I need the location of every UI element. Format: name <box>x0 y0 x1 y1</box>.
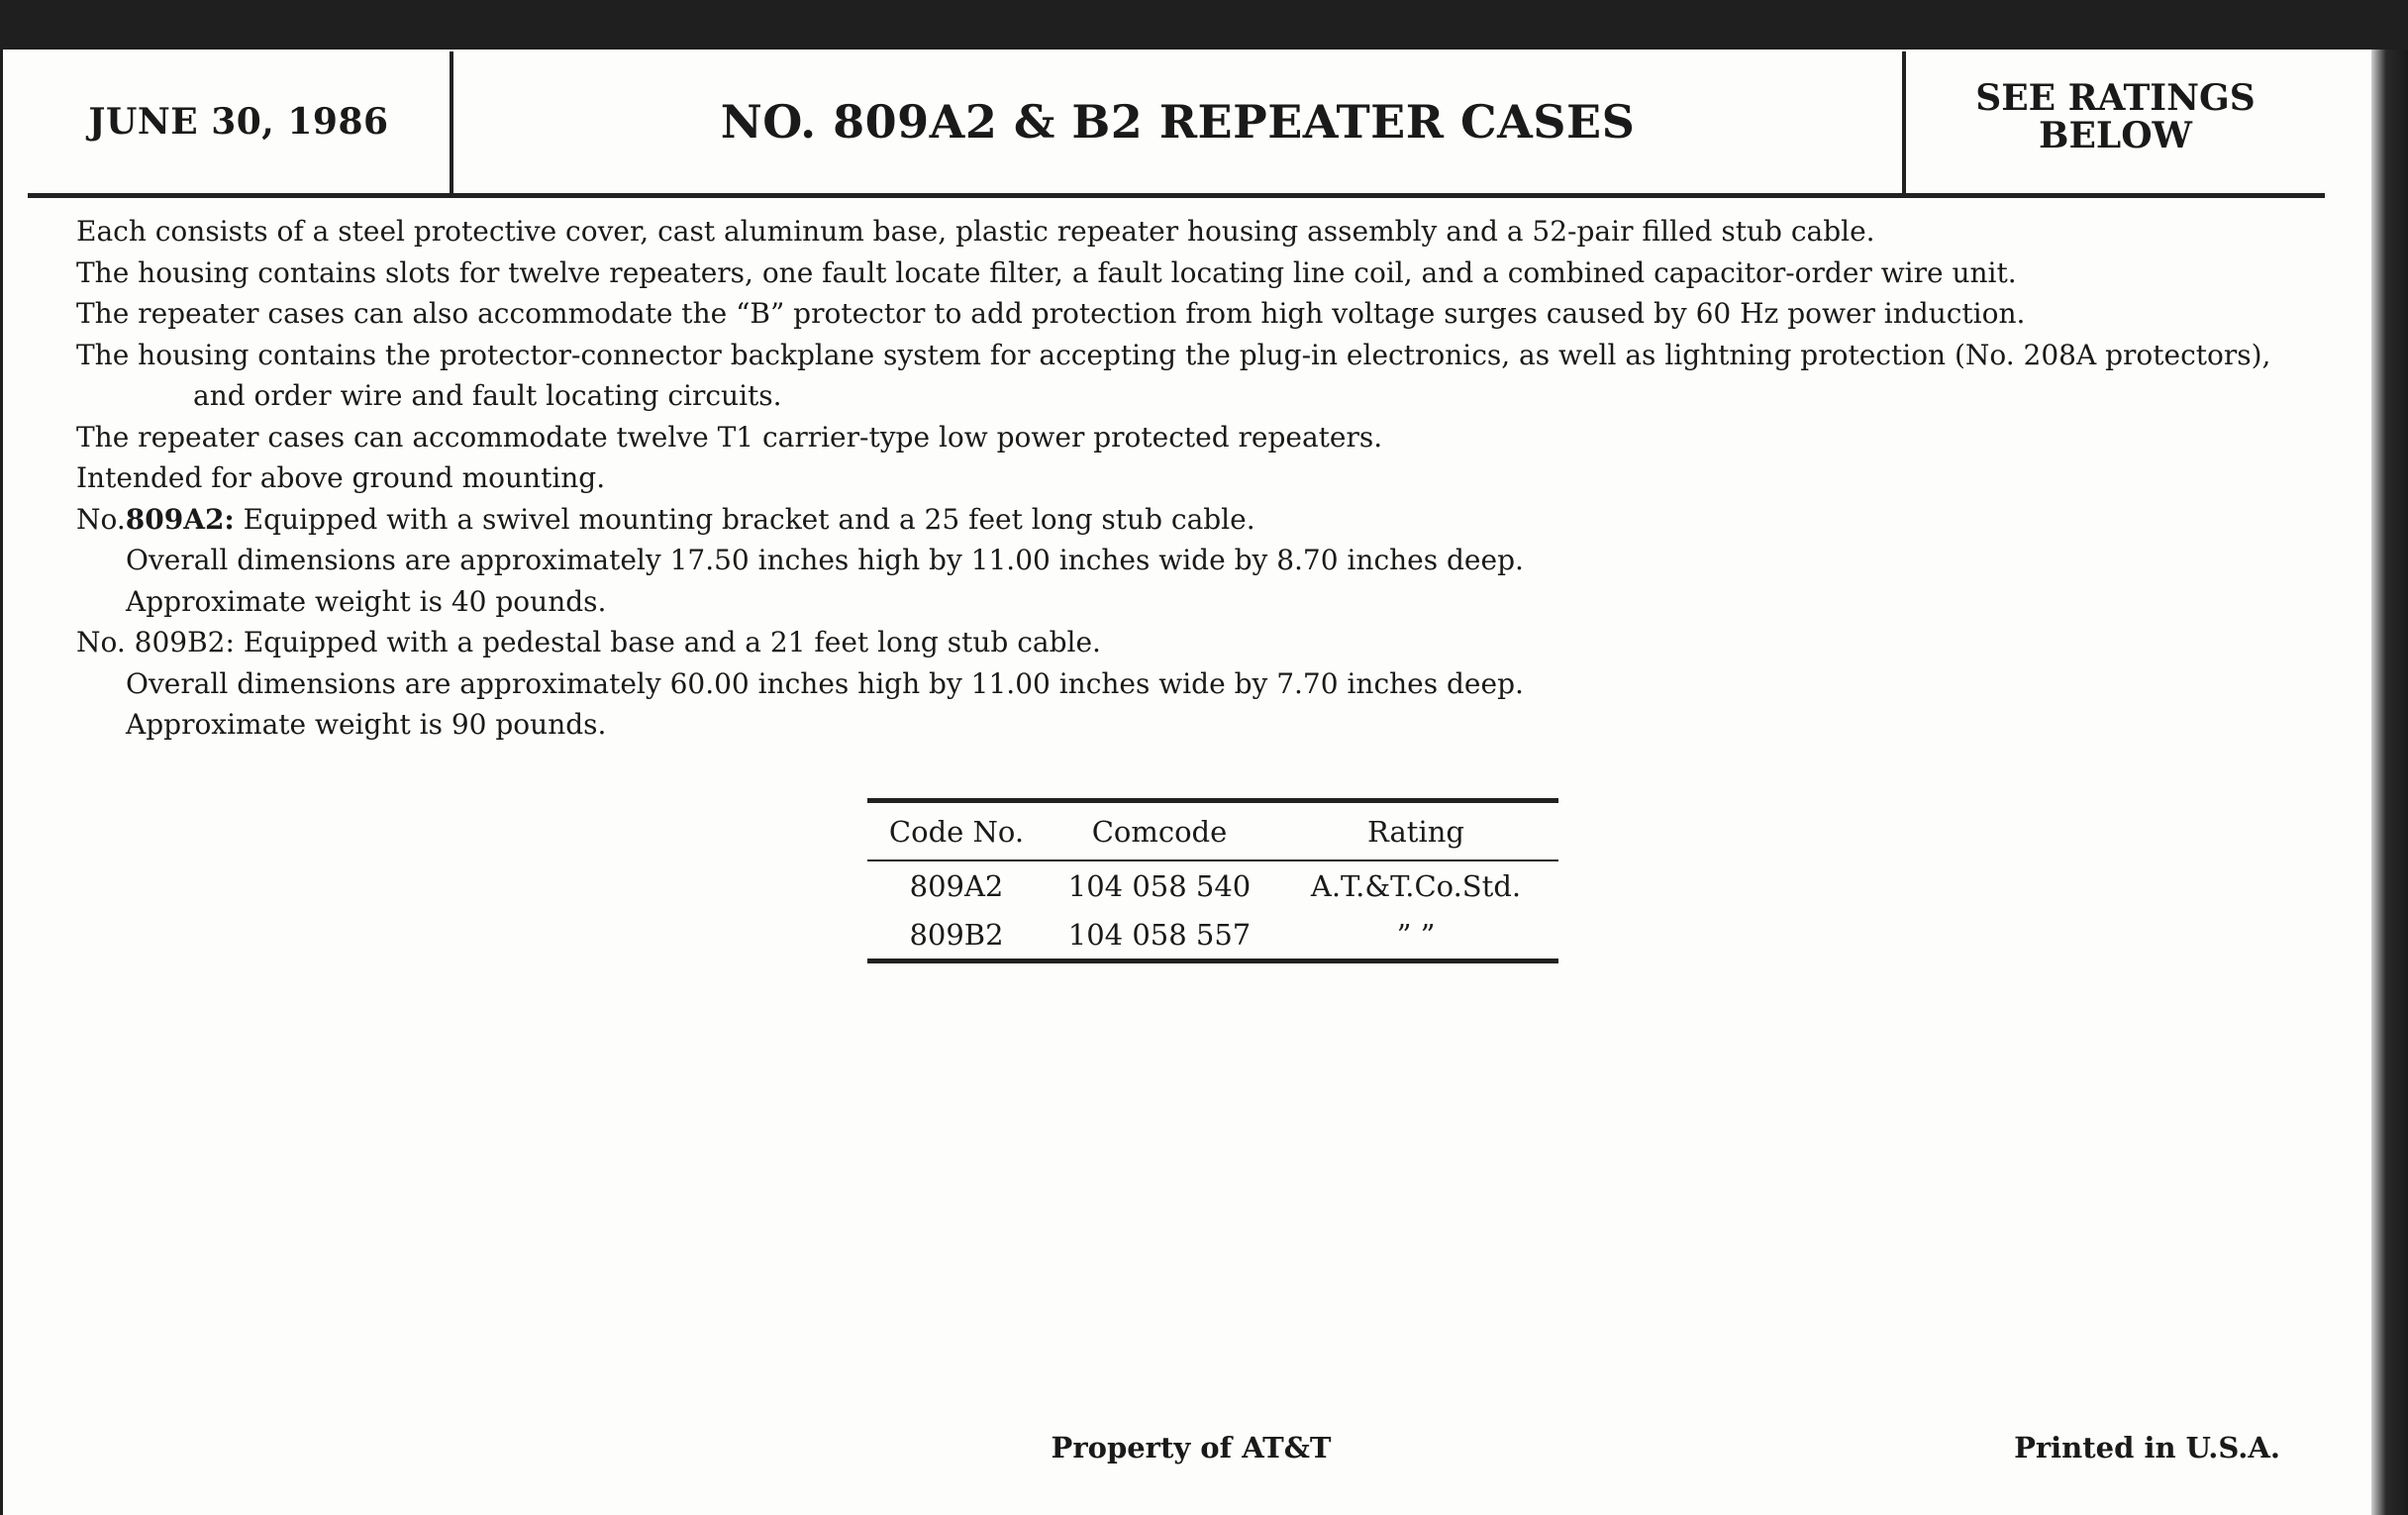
paragraph: Intended for above ground mounting. <box>76 461 606 494</box>
paragraph: The repeater cases can accommodate twelve T1 carrier-type low power protected repeaters. <box>76 420 1383 454</box>
model-809a2-paragraph <box>76 499 2314 541</box>
paragraph: The repeater cases can also accommodate the “B” protector to add protection from high voltage surges caused by 60 Hz power induction. <box>76 297 2026 330</box>
column-header: Code No. <box>888 814 1025 849</box>
model-code: 809A2: <box>125 502 235 536</box>
column-header: Rating <box>1367 814 1464 849</box>
ratings-note-line: SEE RATINGS <box>1975 77 2256 119</box>
table-cell: 809A2 <box>909 868 1004 903</box>
table-bottom-rule <box>867 959 1558 963</box>
ratings-note <box>1906 57 2325 176</box>
column-header: Comcode <box>1091 814 1228 849</box>
model-809b2-weight: Approximate weight is 90 pounds. <box>126 708 607 741</box>
model-809a2-weight: Approximate weight is 40 pounds. <box>126 584 607 618</box>
document-card <box>3 50 2371 1515</box>
table-row <box>867 910 1558 959</box>
card-edge-shadow <box>2371 50 2408 1515</box>
table-cell: 104 058 557 <box>1067 917 1252 952</box>
issue-date: JUNE 30, 1986 <box>88 100 389 143</box>
table-cell: A.T.&T.Co.Std. <box>1310 868 1522 903</box>
document-header <box>28 50 2325 193</box>
ratings-note-line: BELOW <box>2039 115 2192 156</box>
paragraph: The housing contains the protector-connector backplane system for accepting the plug-in electronics, as well as lightning protection (No. 208A protectors), and order wire and fault locating circuits. <box>76 338 2271 412</box>
table-header-row <box>867 803 1558 859</box>
table-cell: 104 058 540 <box>1067 868 1252 903</box>
paragraph: Each consists of a steel protective cover, cast aluminum base, plastic repeater housing assembly and a 52-pair filled stub cable. <box>76 215 1875 248</box>
description-body <box>76 211 2314 746</box>
model-description: Equipped with a swivel mounting bracket and a 25 feet long stub cable. <box>234 502 1255 536</box>
ratings-table <box>867 798 1558 963</box>
model-809a2-dimensions: Overall dimensions are approximately 17.50 inches high by 11.00 inches wide by 8.70 inches deep. <box>126 544 1524 576</box>
model-809b2-paragraph: No. 809B2: Equipped with a pedestal base and a 21 feet long stub cable. <box>76 626 1101 658</box>
ownership-note: Property of AT&T <box>1051 1431 1332 1464</box>
document-title: NO. 809A2 & B2 REPEATER CASES <box>720 94 1636 149</box>
model-809b2-dimensions: Overall dimensions are approximately 60.00 inches high by 11.00 inches wide by 7.70 inches deep. <box>126 666 1524 700</box>
header-rule <box>28 193 2325 198</box>
table-cell: ” ” <box>1396 917 1436 952</box>
paragraph: The housing contains slots for twelve repeaters, one fault locate filter, a fault locating line coil, and a combined capacitor-order wire unit. <box>76 255 2017 289</box>
table-row <box>867 861 1558 910</box>
model-prefix: No. <box>76 502 126 536</box>
table-cell: 809B2 <box>909 917 1004 952</box>
print-origin-note: Printed in U.S.A. <box>2014 1431 2280 1464</box>
